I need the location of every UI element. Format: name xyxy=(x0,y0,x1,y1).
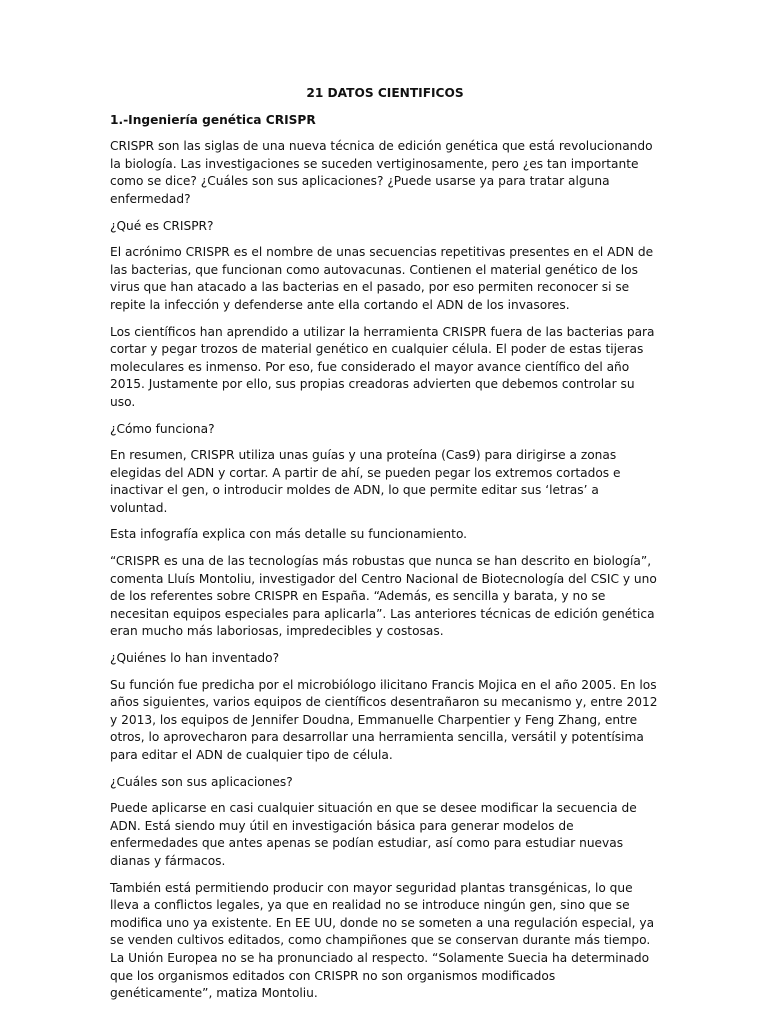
mechanism-paragraph: En resumen, CRISPR utiliza unas guías y una proteína (Cas9) para dirigirse a zonas elegidas del ADN y cortar. A partir de ahí, se pueden pegar los extremos cortados e inactivar el gen, o introducir moldes de ADN, lo que permite editar sus ‘letras’ a voluntad. xyxy=(110,448,621,515)
definition-paragraph: El acrónimo CRISPR es el nombre de unas secuencias repetitivas presentes en el ADN de las bacterias, que funcionan como autovacunas. Contienen el material genético de los virus que han atacado a las bacterias en el pasado, por eso permiten reconocer si se repite la infección y defenderse ante ella cortando el ADN de los invasores. xyxy=(110,245,654,312)
question-inventors: ¿Quiénes lo han inventado? xyxy=(110,651,280,666)
scissors-paragraph: Los científicos han aprendido a utilizar la herramienta CRISPR fuera de las bacterias para cortar y pegar trozos de material genético en cualquier célula. El poder de estas tijeras moleculares es inmenso. Por eso, fue considerado el mayor avance científico del año 2015. Justamente por ello, sus propias creadoras advierten que debemos controlar su uso. xyxy=(110,324,655,409)
question-what-is: ¿Qué es CRISPR? xyxy=(110,218,214,233)
document-page xyxy=(110,85,660,1012)
document-title: 21 DATOS CIENTIFICOS xyxy=(306,86,464,100)
montoliu-quote-paragraph: “CRISPR es una de las tecnologías más robustas que nunca se han descrito en biología”, comenta Lluís Montoliu, investigador del Centro Nacional de Biotecnología del CSIC y uno de los referentes sobre CRISPR en España. “Además, es sencilla y barata, y no se necesitan equipos especiales para aplicarla”. Las anteriores técnicas de edición genética eran mucho más laboriosas, impredecibles y costosas. xyxy=(110,554,657,639)
intro-paragraph: CRISPR son las siglas de una nueva técnica de edición genética que está revolucionando la biología. Las investigaciones se suceden vertiginosamente, pero ¿es tan importante como se dice? ¿Cuáles son sus aplicaciones? ¿Puede usarse ya para tratar alguna enfermedad? xyxy=(110,139,653,206)
infographic-paragraph: Esta infografía explica con más detalle su funcionamiento. xyxy=(110,527,468,542)
inventors-paragraph: Su función fue predicha por el microbiólogo ilicitano Francis Mojica en el año 2005. En los años siguientes, varios equipos de científicos desentrañaron su mecanismo y, entre 2012 y 2013, los equipos de Jennifer Doudna, Emmanuelle Charpentier y Feng Zhang, entre otros, lo aprovecharon para desarrollar una herramienta sencilla, versátil y potentísima para editar el ADN de cualquier tipo de célula. xyxy=(110,677,658,762)
document-body xyxy=(110,138,660,1003)
section-heading: 1.-Ingeniería genética CRISPR xyxy=(110,112,316,127)
transgenic-paragraph: También está permitiendo producir con mayor seguridad plantas transgénicas, lo que lleva a conflictos legales, ya que en realidad no se introduce ningún gen, sino que se modifica uno ya existente. En EE UU, donde no se someten a una regulación especial, ya se venden cultivos editados, como champiñones que se conservan durante más tiempo. La Unión Europea no se ha pronunciado al respecto. “Solamente Suecia ha determinado que los organismos editados con CRISPR no son organismos modificados genéticamente”, matiza Montoliu. xyxy=(110,880,655,1001)
question-applications: ¿Cuáles son sus aplicaciones? xyxy=(110,774,293,789)
question-how-works: ¿Cómo funciona? xyxy=(110,421,215,436)
applications-paragraph: Puede aplicarse en casi cualquier situación en que se desee modificar la secuencia de ADN. Está siendo muy útil en investigación básica para generar modelos de enfermedades que antes apenas se podían estudiar, así como para estudiar nuevas dianas y fármacos. xyxy=(110,801,637,868)
